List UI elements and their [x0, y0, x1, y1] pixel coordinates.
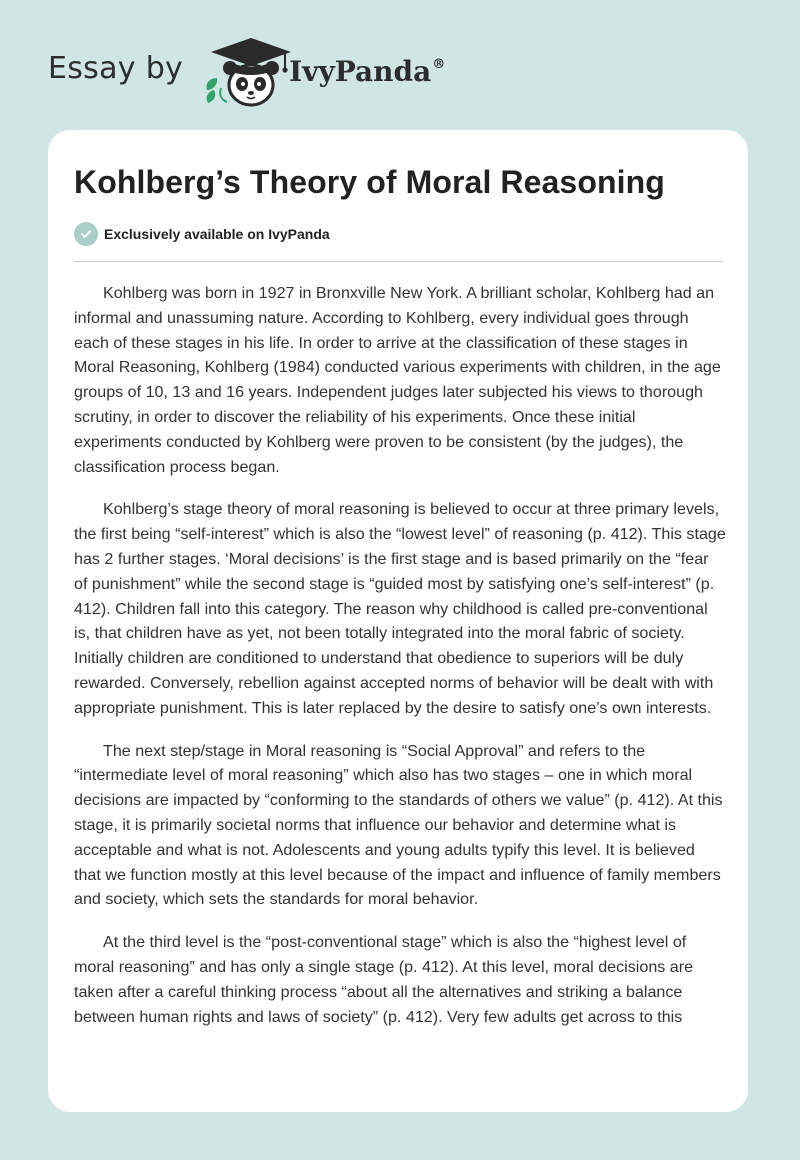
exclusive-badge	[74, 222, 330, 246]
essay-card	[48, 130, 748, 1112]
exclusive-label: Exclusively available on IvyPanda	[104, 226, 330, 242]
essay-title: Kohlberg’s Theory of Moral Reasoning	[74, 164, 665, 200]
essay-body	[74, 281, 726, 1047]
checkmark-icon	[74, 222, 98, 246]
essay-paragraph: At the third level is the “post-conventional stage” which is also the “highest level of moral reasoning” and has only a single stage (p. 412). At this level, moral decisions are taken after a careful thinking process “about all the alternatives and striking a balance between human rights and laws of society” (p. 412). Very few adults get across to this	[74, 933, 694, 1026]
panda-graduate-logo[interactable]	[197, 32, 293, 112]
essay-by-label: Essay by	[48, 50, 184, 86]
registered-mark: ®	[432, 56, 446, 72]
essay-paragraph: Kohlberg was born in 1927 in Bronxville New York. A brilliant scholar, Kohlberg had an informal and unassuming nature. According to Kohlberg, every individual goes through each of these stages in his life. In order to arrive at the classification of these stages in Moral Reasoning, Kohlberg (1984) conducted various experiments with children, in the age groups of 10, 13 and 16 years. Independent judges later subjected his views to thorough scrutiny, in order to discover the reliability of his experiments. Once these initial experiments conducted by Kohlberg were proven to be consistent (by the judges), the classification process began.	[74, 284, 721, 476]
essay-paragraph: The next step/stage in Moral reasoning is “Social Approval” and refers to the “intermediate level of moral reasoning” which also has two stages – one in which moral decisions are impacted by “conforming to the standards of others we value” (p. 412). At this stage, it is primarily societal norms that influence our behavior and determine what is acceptable and what is not. Adolescents and young adults typify this level. It is believed that we function mostly at this level because of the impact and influence of family members and society, which sets the standards for moral behavior.	[74, 741, 723, 909]
brand-name[interactable]: IvyPanda®	[289, 54, 446, 88]
site-header	[48, 32, 445, 112]
divider	[74, 261, 723, 262]
ivy-leaf-icon	[207, 78, 228, 103]
essay-paragraph: Kohlberg’s stage theory of moral reasoning is believed to occur at three primary levels, the first being “self-interest” which is also the “lowest level” of reasoning (p. 412). This stage has 2 further stages. ‘Moral decisions’ is the first stage and is based primarily on the “fear of punishment” while the second stage is “guided most by satisfying one’s self-interest” (p. 412). Children fall into this category. The reason why childhood is called pre-conventional is, that children have as yet, not been totally integrated into the moral fabric of society. Initially children are conditioned to understand that obedience to superiors will be duly rewarded. Conversely, rebellion against accepted norms of behavior will be dealt with with appropriate punishment. This is later replaced by the desire to satisfy one’s own interests.	[74, 500, 726, 717]
